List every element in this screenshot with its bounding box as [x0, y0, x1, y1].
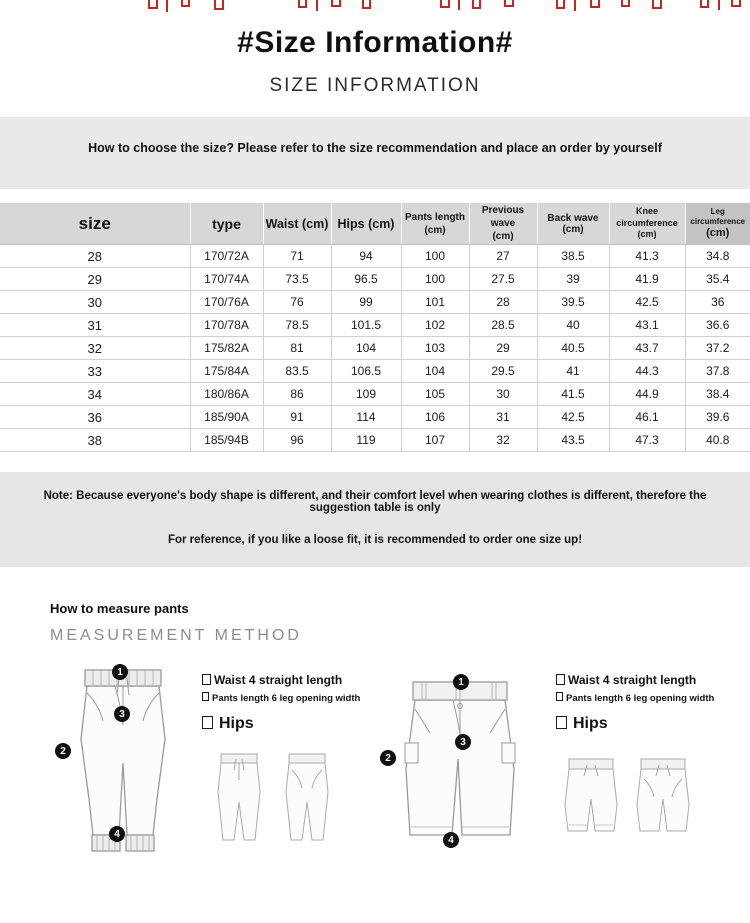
size-table-cell: 29.5 — [469, 360, 537, 383]
size-table-cell: 38.4 — [685, 383, 750, 406]
size-table-body — [0, 245, 750, 452]
size-table-cell: 170/74A — [190, 268, 263, 291]
col-header-knee-circumference: Knee circumference (cm) — [609, 203, 685, 245]
cropped-red-text-fragments — [0, 0, 750, 14]
size-table-cell: 105 — [401, 383, 469, 406]
measure-section — [0, 601, 750, 645]
size-table-cell: 109 — [331, 383, 401, 406]
size-table-cell: 44.3 — [609, 360, 685, 383]
size-table-cell: 71 — [263, 245, 331, 268]
size-table-cell: 28.5 — [469, 314, 537, 337]
size-table-cell: 34 — [0, 383, 190, 406]
pants-marker-leg-opening: 4 — [109, 826, 125, 842]
size-table-row — [0, 429, 750, 452]
size-table-cell: 42.5 — [609, 291, 685, 314]
legend-line1: Waist 4 straight length — [556, 673, 716, 687]
small-pants-front-illustration — [210, 750, 268, 845]
page-header — [0, 0, 750, 97]
missing-glyph-icon — [556, 692, 563, 701]
missing-glyph-icon — [202, 716, 213, 729]
size-table-cell: 101 — [401, 291, 469, 314]
size-table-row — [0, 245, 750, 268]
legend-line2: Pants length 6 leg opening width — [556, 692, 716, 704]
pants-marker-length: 2 — [55, 743, 71, 759]
missing-glyph-icon — [202, 674, 211, 685]
size-table-cell: 43.5 — [537, 429, 609, 452]
size-hint-banner — [0, 117, 750, 189]
size-table-cell: 33 — [0, 360, 190, 383]
size-hint-text: How to choose the size? Please refer to the size recommendation and place an order by yourself — [88, 141, 662, 155]
size-table-cell: 175/84A — [190, 360, 263, 383]
size-table-cell: 34.8 — [685, 245, 750, 268]
shorts-illustration — [400, 677, 520, 849]
note-line1: Note: Because everyone's body shape is different, and their comfort level when wearing clothes is different, therefore the suggestion table is only — [43, 490, 707, 514]
size-table-cell: 39.6 — [685, 406, 750, 429]
note-section — [0, 472, 750, 567]
size-table-cell: 42.5 — [537, 406, 609, 429]
size-table-cell: 81 — [263, 337, 331, 360]
size-table-cell: 114 — [331, 406, 401, 429]
measure-legend-left — [202, 673, 362, 733]
legend-line1: Waist 4 straight length — [202, 673, 362, 687]
size-table-cell: 99 — [331, 291, 401, 314]
size-table-row — [0, 406, 750, 429]
size-table-cell: 44.9 — [609, 383, 685, 406]
page-subtitle: SIZE INFORMATION — [269, 75, 481, 96]
size-table-cell: 32 — [469, 429, 537, 452]
pants-marker-waist: 1 — [112, 664, 128, 680]
size-table-cell: 96.5 — [331, 268, 401, 291]
size-table-cell: 37.2 — [685, 337, 750, 360]
size-table-cell: 41 — [537, 360, 609, 383]
size-table-cell: 28 — [0, 245, 190, 268]
measurement-diagram — [0, 653, 750, 915]
size-table-cell: 27 — [469, 245, 537, 268]
size-table-cell: 39 — [537, 268, 609, 291]
size-table-cell: 28 — [469, 291, 537, 314]
col-header-leg-circumference: Leg circumference (cm) — [685, 203, 750, 245]
legend-line3: Hips — [202, 715, 362, 733]
size-table-cell: 86 — [263, 383, 331, 406]
size-table-cell: 73.5 — [263, 268, 331, 291]
size-table-row — [0, 360, 750, 383]
size-table-row — [0, 291, 750, 314]
size-table-cell: 29 — [0, 268, 190, 291]
size-table-cell: 170/72A — [190, 245, 263, 268]
legend-line3: Hips — [556, 715, 716, 733]
size-table-cell: 30 — [469, 383, 537, 406]
size-table-cell: 100 — [401, 268, 469, 291]
size-table-cell: 101.5 — [331, 314, 401, 337]
measure-subheading: MEASUREMENT METHOD — [50, 627, 302, 644]
size-table-cell: 36.6 — [685, 314, 750, 337]
small-shorts-back-illustration — [632, 755, 694, 837]
size-table-cell: 38 — [0, 429, 190, 452]
size-table-cell: 30 — [0, 291, 190, 314]
size-table-cell: 40 — [537, 314, 609, 337]
size-table-row — [0, 314, 750, 337]
page-title: #Size Information# — [237, 26, 513, 59]
size-table-cell: 38.5 — [537, 245, 609, 268]
size-table-cell: 27.5 — [469, 268, 537, 291]
col-header-size: size — [0, 203, 190, 245]
size-table — [0, 202, 750, 452]
size-table-header — [0, 203, 750, 245]
size-table-cell: 170/76A — [190, 291, 263, 314]
size-table-cell: 103 — [401, 337, 469, 360]
size-table-cell: 31 — [0, 314, 190, 337]
size-table-row — [0, 337, 750, 360]
missing-glyph-icon — [556, 716, 567, 729]
size-table-cell: 41.9 — [609, 268, 685, 291]
small-pants-back-illustration — [278, 750, 336, 845]
size-table-row — [0, 268, 750, 291]
size-table-cell: 39.5 — [537, 291, 609, 314]
size-table-cell: 102 — [401, 314, 469, 337]
size-table-cell: 175/82A — [190, 337, 263, 360]
size-table-cell: 46.1 — [609, 406, 685, 429]
size-table-cell: 119 — [331, 429, 401, 452]
size-table-cell: 180/86A — [190, 383, 263, 406]
col-header-back-wave: Back wave (cm) — [537, 203, 609, 245]
shorts-marker-leg-opening: 4 — [443, 832, 459, 848]
missing-glyph-icon — [556, 674, 565, 685]
size-table-cell: 91 — [263, 406, 331, 429]
size-table-cell: 36 — [685, 291, 750, 314]
col-header-previous-wave: Previous wave (cm) — [469, 203, 537, 245]
shorts-marker-length: 2 — [380, 750, 396, 766]
size-table-cell: 104 — [331, 337, 401, 360]
legend-line2: Pants length 6 leg opening width — [202, 692, 362, 704]
size-table-cell: 36 — [0, 406, 190, 429]
size-table-cell: 96 — [263, 429, 331, 452]
col-header-pants-length: Pants length (cm) — [401, 203, 469, 245]
size-table-cell: 185/94B — [190, 429, 263, 452]
size-table-cell: 29 — [469, 337, 537, 360]
size-table-cell: 43.7 — [609, 337, 685, 360]
long-pants-illustration — [68, 665, 180, 857]
size-table-row — [0, 383, 750, 406]
size-table-cell: 41.3 — [609, 245, 685, 268]
col-header-type: type — [190, 203, 263, 245]
missing-glyph-icon — [202, 692, 209, 701]
size-table-cell: 78.5 — [263, 314, 331, 337]
small-shorts-front-illustration — [560, 755, 622, 837]
size-table-cell: 32 — [0, 337, 190, 360]
size-table-cell: 106.5 — [331, 360, 401, 383]
measure-heading: How to measure pants — [50, 601, 189, 616]
size-table-cell: 40.8 — [685, 429, 750, 452]
size-table-cell: 43.1 — [609, 314, 685, 337]
shorts-marker-hips: 3 — [455, 734, 471, 750]
measure-legend-right — [556, 673, 716, 733]
col-header-waist: Waist (cm) — [263, 203, 331, 245]
size-table-cell: 41.5 — [537, 383, 609, 406]
size-table-cell: 185/90A — [190, 406, 263, 429]
size-table-cell: 94 — [331, 245, 401, 268]
size-table-cell: 107 — [401, 429, 469, 452]
size-table-cell: 76 — [263, 291, 331, 314]
pants-marker-hips: 3 — [114, 706, 130, 722]
size-table-cell: 104 — [401, 360, 469, 383]
size-table-cell: 35.4 — [685, 268, 750, 291]
note-line2: For reference, if you like a loose fit, it is recommended to order one size up! — [167, 534, 583, 546]
col-header-hips: Hips (cm) — [331, 203, 401, 245]
size-table-cell: 40.5 — [537, 337, 609, 360]
size-table-cell: 100 — [401, 245, 469, 268]
size-table-cell: 31 — [469, 406, 537, 429]
size-table-cell: 170/78A — [190, 314, 263, 337]
size-table-cell: 83.5 — [263, 360, 331, 383]
size-table-cell: 47.3 — [609, 429, 685, 452]
shorts-marker-waist: 1 — [453, 674, 469, 690]
size-table-cell: 106 — [401, 406, 469, 429]
size-table-cell: 37.8 — [685, 360, 750, 383]
